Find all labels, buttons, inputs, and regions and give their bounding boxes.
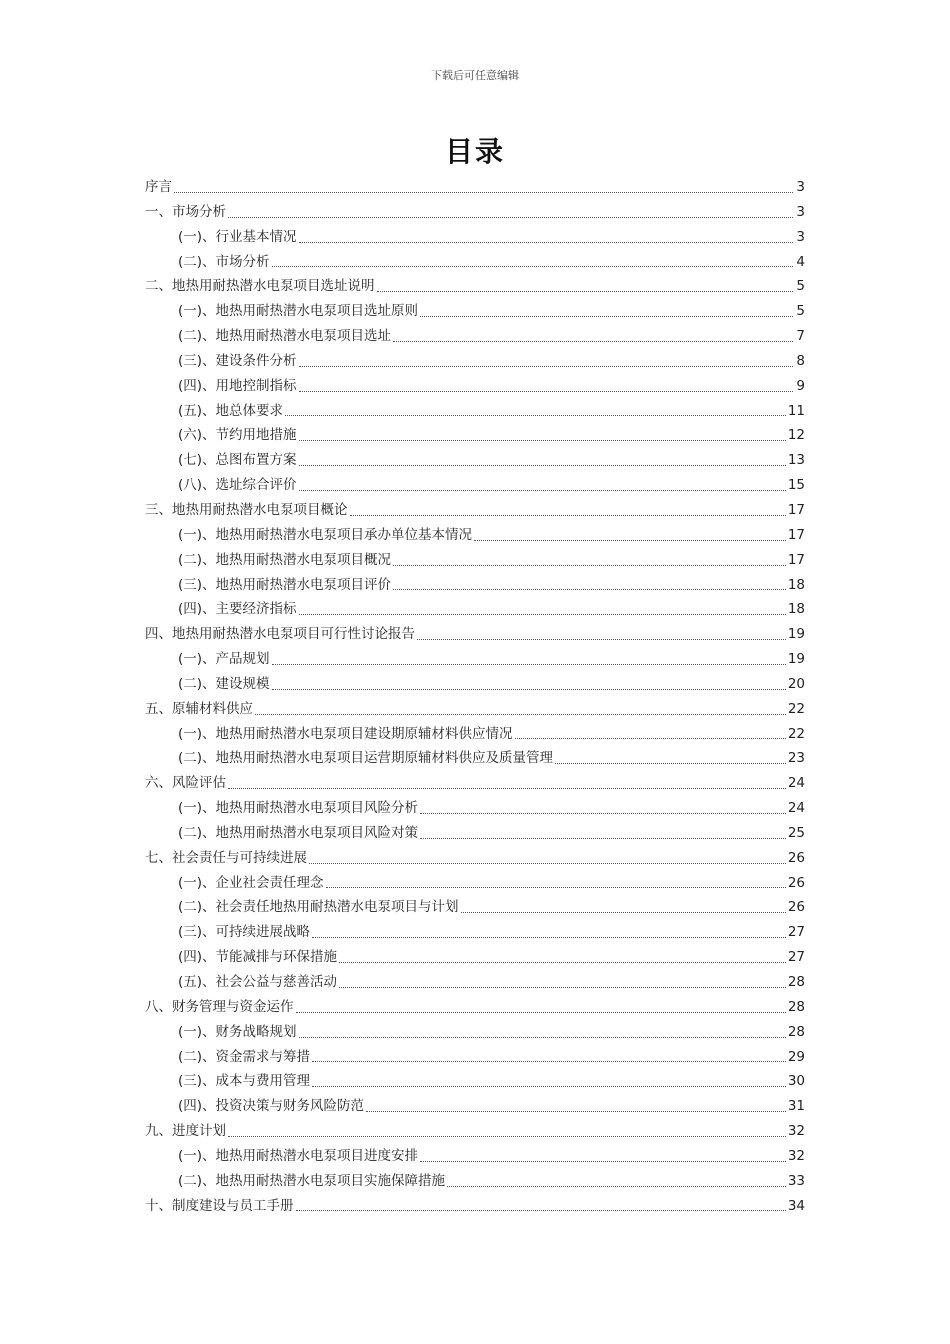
- toc-entry[interactable]: [145, 200, 805, 225]
- toc-entry-page: 5: [796, 278, 805, 295]
- toc-entry-label: 一、市场分析: [145, 203, 226, 220]
- toc-leader-dots: [393, 340, 793, 342]
- toc-entry-label: (二)、地热用耐热潜水电泵项目选址: [178, 328, 392, 345]
- toc-leader-dots: [417, 638, 786, 640]
- toc-entry-page: 27: [787, 949, 805, 966]
- toc-leader-dots: [255, 713, 786, 715]
- toc-entry[interactable]: [145, 970, 805, 995]
- toc-entry[interactable]: [145, 1045, 805, 1070]
- toc-leader-dots: [474, 539, 786, 541]
- toc-entry[interactable]: [145, 473, 805, 498]
- toc-entry[interactable]: [145, 920, 805, 945]
- toc-entry[interactable]: [145, 324, 805, 349]
- toc-leader-dots: [299, 489, 786, 491]
- toc-entry[interactable]: [145, 1144, 805, 1169]
- toc-entry[interactable]: [145, 871, 805, 896]
- toc-entry-label: 七、社会责任与可持续进展: [145, 849, 307, 866]
- toc-entry-label: (一)、地热用耐热潜水电泵项目风险分析: [178, 800, 419, 817]
- toc-entry-page: 33: [787, 1172, 805, 1189]
- toc-entry-label: (一)、行业基本情况: [178, 228, 297, 245]
- toc-entry-page: 19: [787, 626, 805, 643]
- toc-entry-label: (四)、用地控制指标: [178, 377, 297, 394]
- toc-leader-dots: [326, 886, 786, 888]
- toc-leader-dots: [228, 216, 793, 218]
- toc-entry-label: (一)、企业社会责任理念: [178, 874, 324, 891]
- toc-leader-dots: [555, 762, 786, 764]
- toc-entry[interactable]: [145, 399, 805, 424]
- toc-entry-label: (一)、地热用耐热潜水电泵项目承办单位基本情况: [178, 526, 473, 543]
- toc-entry[interactable]: [145, 374, 805, 399]
- toc-entry-label: (一)、地热用耐热潜水电泵项目建设期原辅材料供应情况: [178, 725, 513, 742]
- toc-leader-dots: [339, 961, 786, 963]
- toc-entry-label: (一)、财务战略规划: [178, 1023, 297, 1040]
- toc-entry-page: 5: [796, 303, 805, 320]
- toc-entry[interactable]: [145, 423, 805, 448]
- toc-entry-page: 34: [787, 1197, 805, 1214]
- toc-entry-page: 3: [796, 179, 805, 195]
- toc-entry-label: 二、地热用耐热潜水电泵项目选址说明: [145, 278, 375, 295]
- toc-title: 目录: [444, 135, 505, 168]
- header-note: 下载后可任意编辑: [431, 69, 519, 82]
- toc-entry-page: 24: [787, 775, 805, 792]
- toc-entry[interactable]: [145, 175, 805, 200]
- toc-leader-dots: [312, 1085, 786, 1087]
- toc-leader-dots: [393, 564, 786, 566]
- toc-leader-dots: [299, 1036, 786, 1038]
- toc-leader-dots: [228, 787, 786, 789]
- toc-entry-label: (三)、可持续进展战略: [178, 924, 311, 941]
- toc-entry[interactable]: [145, 796, 805, 821]
- toc-entry[interactable]: [145, 746, 805, 771]
- toc-leader-dots: [299, 241, 793, 243]
- toc-leader-dots: [447, 1185, 786, 1187]
- toc-leader-dots: [299, 390, 793, 392]
- toc-entry-label: (三)、建设条件分析: [178, 352, 297, 369]
- toc-entry-page: 18: [787, 601, 805, 618]
- toc-entry[interactable]: [145, 722, 805, 747]
- toc-leader-dots: [312, 1060, 786, 1062]
- toc-entry-page: 17: [787, 551, 805, 568]
- toc-entry-label: (二)、地热用耐热潜水电泵项目运营期原辅材料供应及质量管理: [178, 750, 554, 767]
- toc-entry-page: 18: [787, 576, 805, 593]
- toc-leader-dots: [393, 588, 786, 590]
- toc-entry-page: 25: [787, 824, 805, 841]
- toc-leader-dots: [299, 365, 793, 367]
- toc-entry-page: 31: [787, 1098, 805, 1115]
- toc-entry-page: 30: [787, 1073, 805, 1090]
- toc-entry-page: 28: [787, 998, 805, 1015]
- toc-entry[interactable]: [145, 821, 805, 846]
- toc-leader-dots: [272, 688, 786, 690]
- toc-entry-page: 13: [787, 452, 805, 469]
- toc-leader-dots: [296, 1209, 786, 1211]
- toc-entry-label: (四)、节能减排与环保措施: [178, 949, 338, 966]
- toc-leader-dots: [299, 439, 786, 441]
- toc-entry-label: (二)、建设规模: [178, 675, 270, 692]
- toc-entry-page: 3: [796, 228, 805, 245]
- toc-entry-label: 十、制度建设与员工手册: [145, 1197, 294, 1214]
- toc-entry[interactable]: [145, 846, 805, 871]
- toc-entry-label: 四、地热用耐热潜水电泵项目可行性讨论报告: [145, 626, 415, 643]
- toc-entry[interactable]: [145, 597, 805, 622]
- toc-entry-label: 五、原辅材料供应: [145, 700, 253, 717]
- toc-entry-label: (四)、主要经济指标: [178, 601, 297, 618]
- toc-leader-dots: [350, 514, 786, 516]
- toc-entry-label: (二)、资金需求与筹措: [178, 1048, 311, 1065]
- toc-entry-label: (五)、地总体要求: [178, 402, 284, 419]
- toc-entry-page: 7: [796, 328, 805, 345]
- toc-entry[interactable]: [145, 250, 805, 275]
- toc-entry-label: (七)、总图布置方案: [178, 452, 297, 469]
- toc-entry-page: 20: [787, 675, 805, 692]
- toc-entry-page: 12: [787, 427, 805, 444]
- toc-entry-page: 22: [787, 725, 805, 742]
- toc-entry-label: (六)、节约用地措施: [178, 427, 297, 444]
- toc-entry-label: (二)、地热用耐热潜水电泵项目实施保障措施: [178, 1172, 446, 1189]
- toc-entry-page: 22: [787, 700, 805, 717]
- toc-entry-label: 序言: [145, 179, 172, 195]
- toc-entry-page: 4: [796, 253, 805, 270]
- toc-entry-page: 26: [787, 874, 805, 891]
- toc-entry-page: 3: [796, 203, 805, 220]
- toc-entry-label: (一)、地热用耐热潜水电泵项目进度安排: [178, 1147, 419, 1164]
- toc-entry[interactable]: [145, 498, 805, 523]
- toc-entry[interactable]: [145, 299, 805, 324]
- toc-leader-dots: [296, 1011, 786, 1013]
- toc-leader-dots: [461, 911, 786, 913]
- toc-entry[interactable]: [145, 1020, 805, 1045]
- toc-entry-label: 三、地热用耐热潜水电泵项目概论: [145, 501, 348, 518]
- toc-entry-label: (一)、产品规划: [178, 651, 270, 668]
- toc-leader-dots: [174, 191, 793, 193]
- toc-entry-label: (八)、选址综合评价: [178, 477, 297, 494]
- toc-entry-page: 15: [787, 477, 805, 494]
- toc-entry-label: (三)、地热用耐热潜水电泵项目评价: [178, 576, 392, 593]
- toc-entry[interactable]: [145, 995, 805, 1020]
- toc-leader-dots: [420, 812, 786, 814]
- toc-entry-label: (二)、地热用耐热潜水电泵项目风险对策: [178, 824, 419, 841]
- toc-entry[interactable]: [145, 647, 805, 672]
- toc-entry[interactable]: [145, 622, 805, 647]
- toc-entry-label: (三)、成本与费用管理: [178, 1073, 311, 1090]
- toc-entry-page: 23: [787, 750, 805, 767]
- toc-entry[interactable]: [145, 1119, 805, 1144]
- toc-entry-label: (一)、地热用耐热潜水电泵项目选址原则: [178, 303, 419, 320]
- toc-entry-label: (二)、地热用耐热潜水电泵项目概况: [178, 551, 392, 568]
- toc-leader-dots: [285, 414, 786, 416]
- toc-entry-page: 32: [787, 1123, 805, 1140]
- toc-entry[interactable]: [145, 895, 805, 920]
- toc-entry-page: 28: [787, 974, 805, 990]
- toc-entry-page: 17: [787, 501, 805, 518]
- toc-entry-page: 19: [787, 651, 805, 668]
- toc-entry[interactable]: [145, 448, 805, 473]
- toc-leader-dots: [272, 265, 793, 267]
- toc-entry[interactable]: [145, 1069, 805, 1094]
- toc-entry[interactable]: [145, 1194, 805, 1219]
- toc-entry-page: 27: [787, 924, 805, 941]
- toc-leader-dots: [420, 315, 793, 317]
- toc-leader-dots: [420, 837, 786, 839]
- toc-leader-dots: [377, 290, 794, 292]
- toc-entry[interactable]: [145, 349, 805, 374]
- toc-entry[interactable]: [145, 523, 805, 548]
- toc-entry-label: 六、风险评估: [145, 775, 226, 792]
- toc-entry-label: 九、进度计划: [145, 1123, 226, 1140]
- toc-leader-dots: [309, 862, 786, 864]
- toc-leader-dots: [272, 663, 786, 665]
- toc-entry-page: 9: [796, 377, 805, 394]
- toc-entry-page: 11: [787, 402, 805, 419]
- toc-entry-label: 八、财务管理与资金运作: [145, 998, 294, 1015]
- toc-entry-page: 26: [787, 849, 805, 866]
- toc-leader-dots: [228, 1135, 786, 1137]
- toc-entry[interactable]: [145, 771, 805, 796]
- toc-leader-dots: [299, 613, 786, 615]
- toc-entry[interactable]: [145, 1169, 805, 1194]
- table-of-contents: [145, 175, 805, 1218]
- toc-entry-label: (四)、投资决策与财务风险防范: [178, 1098, 365, 1115]
- toc-entry-page: 26: [787, 899, 805, 916]
- toc-entry[interactable]: [145, 697, 805, 722]
- toc-entry[interactable]: [145, 548, 805, 573]
- toc-entry-page: 28: [787, 1023, 805, 1040]
- toc-entry[interactable]: [145, 945, 805, 970]
- toc-entry-page: 24: [787, 800, 805, 817]
- toc-entry[interactable]: [145, 1094, 805, 1119]
- toc-entry-page: 32: [787, 1147, 805, 1164]
- toc-entry-page: 17: [787, 526, 805, 543]
- toc-leader-dots: [515, 737, 786, 739]
- toc-entry-label: (二)、市场分析: [178, 253, 270, 270]
- toc-entry[interactable]: [145, 672, 805, 697]
- toc-entry-page: 8: [796, 352, 805, 369]
- toc-leader-dots: [420, 1160, 786, 1162]
- toc-leader-dots: [312, 936, 786, 938]
- toc-entry[interactable]: [145, 225, 805, 250]
- toc-entry-label: (五)、社会公益与慈善活动: [178, 974, 338, 990]
- toc-leader-dots: [299, 464, 786, 466]
- toc-entry-page: 29: [787, 1048, 805, 1065]
- toc-entry[interactable]: [145, 573, 805, 598]
- toc-leader-dots: [339, 986, 786, 988]
- toc-entry-label: (二)、社会责任地热用耐热潜水电泵项目与计划: [178, 899, 459, 916]
- toc-leader-dots: [366, 1110, 786, 1112]
- toc-entry[interactable]: [145, 274, 805, 299]
